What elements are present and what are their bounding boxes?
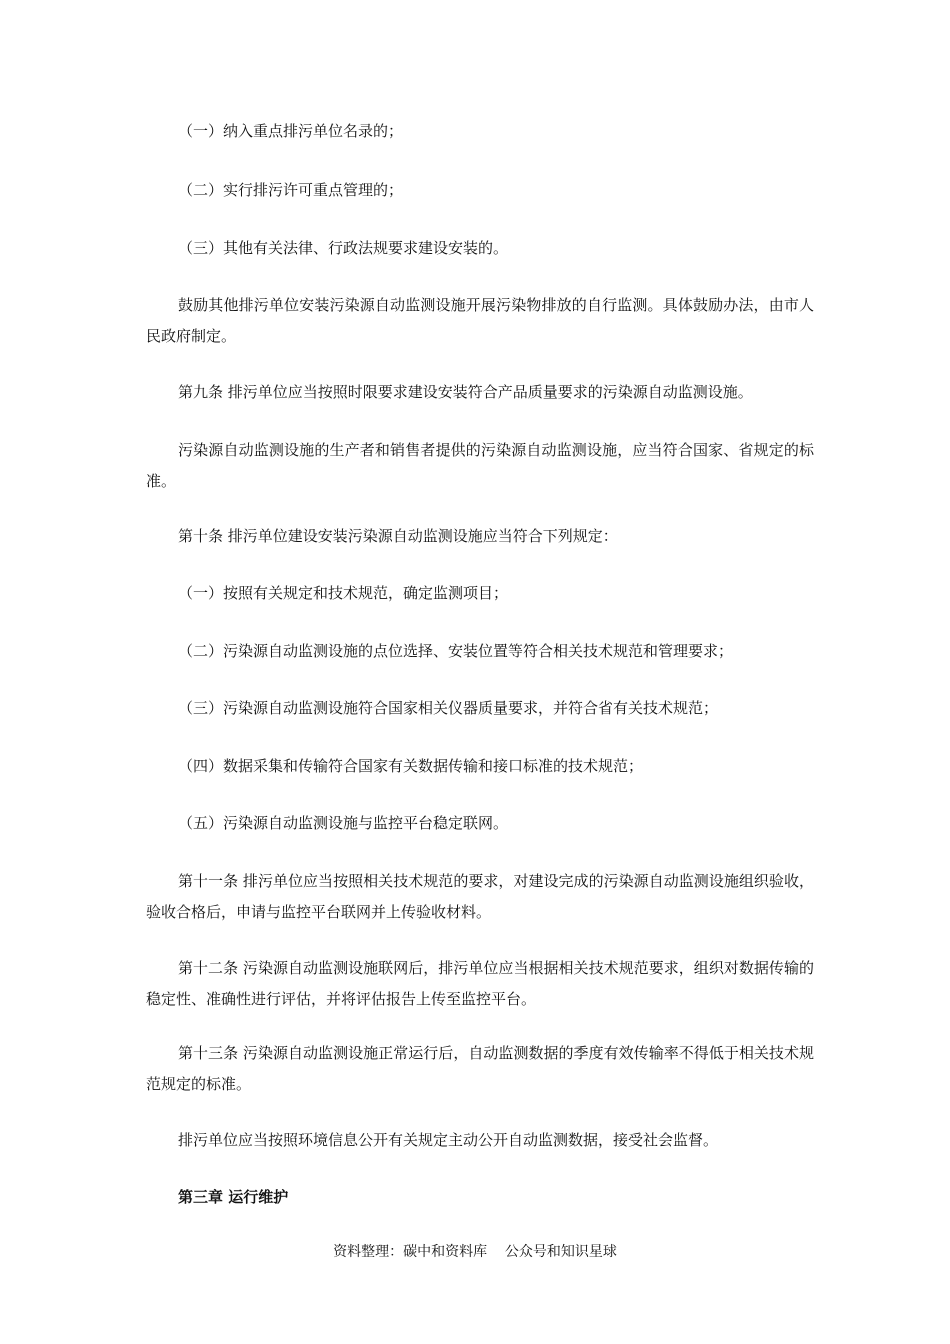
paragraph: 污染源自动监测设施的生产者和销售者提供的污染源自动监测设施，应当符合国家、省规定的标准。 <box>146 441 814 490</box>
article-paragraph: 第九条 排污单位应当按照时限要求建设安装符合产品质量要求的污染源自动监测设施。 <box>178 383 753 401</box>
article-paragraph: 第十二条 污染源自动监测设施联网后，排污单位应当根据相关技术规范要求，组织对数据传输的稳定性、准确性进行评估，并将评估报告上传至监控平台。 <box>146 959 814 1008</box>
article-paragraph: 第十三条 污染源自动监测设施正常运行后，自动监测数据的季度有效传输率不得低于相关技术规范规定的标准。 <box>146 1044 814 1093</box>
page-footer: 资料整理：碳中和资料库 公众号和知识星球 <box>333 1244 617 1260</box>
list-item: （一）按照有关规定和技术规范，确定监测项目； <box>178 584 509 602</box>
article-paragraph: 第十条 排污单位建设安装污染源自动监测设施应当符合下列规定： <box>178 527 618 545</box>
list-item: （三）其他有关法律、行政法规要求建设安装的。 <box>178 239 509 257</box>
list-item: （二）实行排污许可重点管理的； <box>178 181 404 199</box>
paragraph: 排污单位应当按照环境信息公开有关规定主动公开自动监测数据，接受社会监督。 <box>178 1131 719 1149</box>
chapter-heading: 第三章 运行维护 <box>178 1188 289 1206</box>
article-paragraph: 第十一条 排污单位应当按照相关技术规范的要求，对建设完成的污染源自动监测设施组织验收，验收合格后，申请与监控平台联网并上传验收材料。 <box>146 872 814 921</box>
list-item: （二）污染源自动监测设施的点位选择、安装位置等符合相关技术规范和管理要求； <box>178 642 734 660</box>
list-item: （四）数据采集和传输符合国家有关数据传输和接口标准的技术规范； <box>178 757 644 775</box>
list-item: （一）纳入重点排污单位名录的； <box>178 122 404 140</box>
paragraph: 鼓励其他排污单位安装污染源自动监测设施开展污染物排放的自行监测。具体鼓励办法，由市人民政府制定。 <box>146 296 814 345</box>
list-item: （五）污染源自动监测设施与监控平台稳定联网。 <box>178 814 509 832</box>
list-item: （三）污染源自动监测设施符合国家相关仪器质量要求，并符合省有关技术规范； <box>178 699 719 717</box>
